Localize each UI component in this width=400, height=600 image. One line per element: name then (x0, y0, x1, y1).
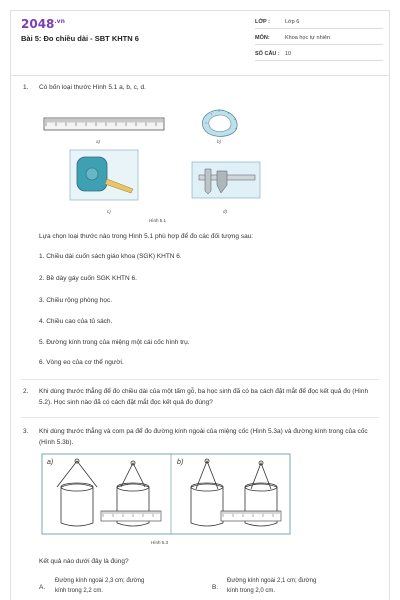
option-a-text[interactable]: Đường kính ngoài 2,3 cm; đường kính trong 2,2 cm. (55, 578, 145, 594)
question-number: 1. (23, 84, 29, 91)
logo-text: 2048 (21, 17, 55, 31)
question-number: 3. (23, 428, 29, 435)
meta-key: SỐ CÂU : (255, 51, 280, 57)
list-item: 5. Đường kính trong của miệng một cái cốc hình trụ. (39, 339, 190, 346)
vernier-caliper-image (191, 161, 261, 199)
list-item: 1. Chiều dài cuốn sách giáo khoa (SGK) KHTN 6. (39, 253, 182, 260)
meta-value: Lớp 6 (285, 19, 300, 25)
question-prompt: Lựa chọn loại thước nào trong Hình 5.1 phù hợp để đo các đối tượng sau: (39, 233, 254, 240)
question-number: 2. (23, 388, 29, 395)
question-text: Có bốn loại thước Hình 5.1 a, b, c, d. (39, 84, 146, 91)
measuring-tape-roll-image (197, 105, 245, 141)
tape-measure-image (69, 149, 139, 201)
figure-label-a: a) (47, 459, 54, 466)
meta-value: Khoa học tự nhiên (285, 35, 330, 41)
caption-c: c) (107, 209, 111, 214)
logo-domain: .vn (54, 18, 65, 25)
figure-caption: Hình 5.3 (151, 540, 169, 545)
option-b-text[interactable]: Đường kính ngoài 2,1 cm; đường kính trong 2,0 cm. (227, 578, 317, 594)
option-b-letter[interactable]: B. (212, 584, 219, 591)
site-logo[interactable] (21, 17, 65, 31)
list-item: 2. Bề dày gáy cuốn SGK KHTN 6. (39, 275, 137, 282)
worksheet-page (10, 10, 390, 600)
meta-value: 10 (285, 51, 292, 57)
meta-row-subject (255, 31, 383, 45)
meta-row-class (255, 15, 383, 29)
straight-ruler-image (43, 115, 165, 133)
caption-b: b) (217, 139, 222, 144)
list-item: 6. Vòng eo của cơ thể người. (39, 359, 124, 366)
caption-a: a) (96, 139, 101, 144)
question-divider (21, 379, 379, 380)
list-item: 4. Chiều cao của tủ sách. (39, 318, 113, 325)
figure-label-b: b) (177, 459, 184, 466)
question-prompt: Kết quả nào dưới đây là đúng? (39, 558, 129, 565)
figure-caption: Hình 5.1 (149, 218, 167, 223)
list-item: 3. Chiều rộng phòng học. (39, 297, 112, 304)
question-text: Khi dùng thước thẳng để đo chiều dài của một tấm gỗ, ba học sinh đã có ba cách đặt mắt để đọc kết quả đo (Hình 5.2). Học sinh nào đã có cách đặt mắt đọc kết quả đo đúng? (39, 388, 369, 406)
question-divider (21, 417, 379, 418)
caption-d: d) (223, 209, 228, 214)
meta-key: LỚP : (255, 19, 270, 25)
caliper-cup-figure-image (41, 453, 291, 535)
question-text: Khi dùng thước thẳng và com pa để đo đường kính ngoài của miệng cốc (Hình 5.3a) và đường kính trong của cốc (Hình 5.3b). (39, 428, 368, 446)
option-a-letter[interactable]: A. (39, 584, 46, 591)
page-title: Bài 5: Đo chiều dài - SBT KHTN 6 (21, 34, 139, 43)
meta-row-count (255, 47, 383, 61)
header-divider (11, 75, 389, 76)
meta-key: MÔN: (255, 35, 270, 41)
